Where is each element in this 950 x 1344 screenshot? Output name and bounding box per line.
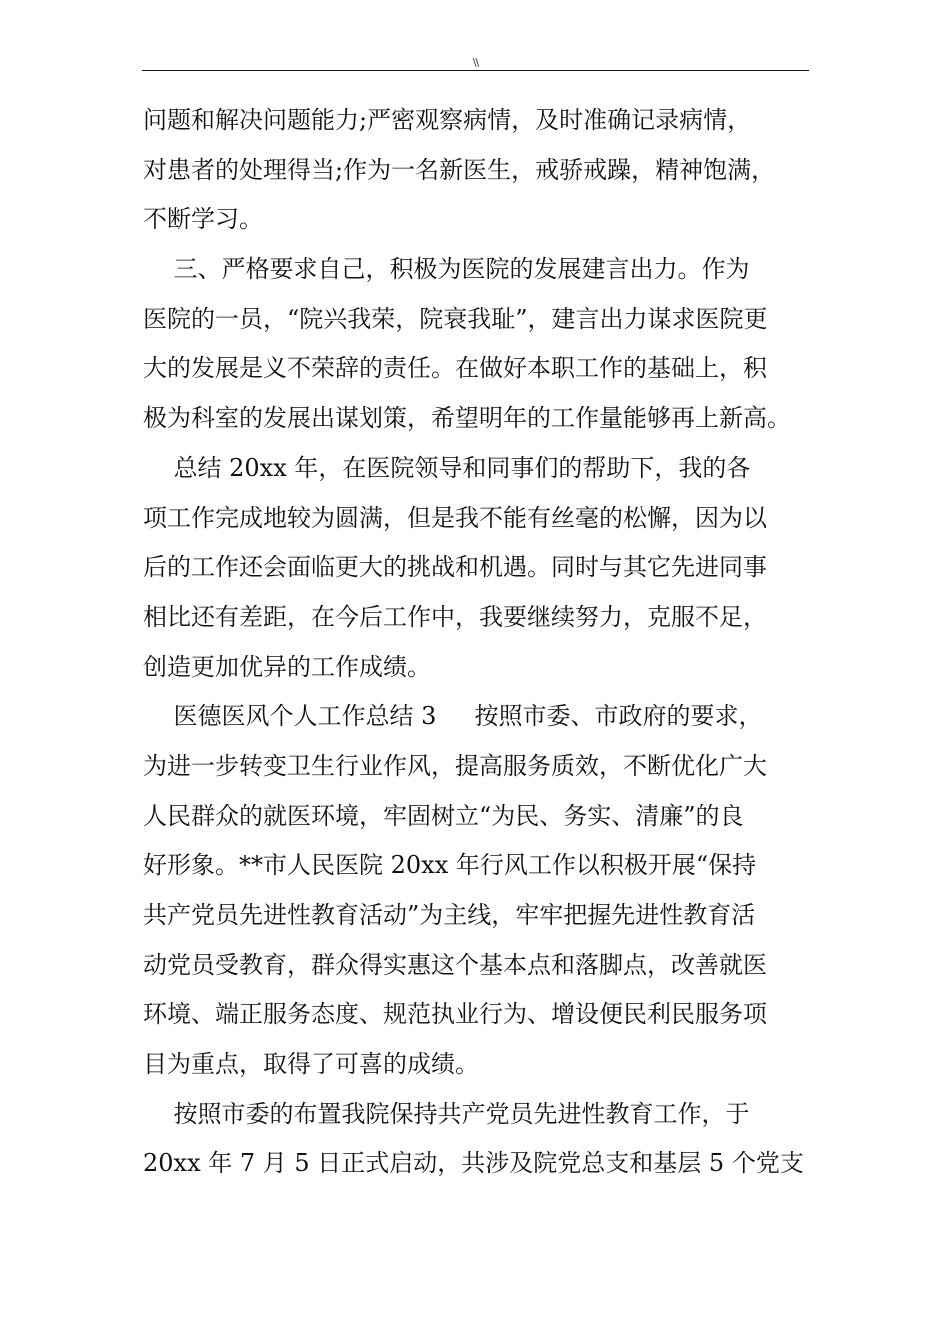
text-line: 项工作完成地较为圆满，但是我不能有丝毫的松懈，因为以: [143, 503, 767, 532]
document-body: [143, 96, 823, 1189]
text-line: 创造更加优异的工作成绩。: [143, 652, 431, 681]
text-line: 极为科室的发展出谋划策，希望明年的工作量能够再上新高。: [143, 404, 791, 433]
text-line: 医德医风个人工作总结 3 按照市委、市政府的要求，: [143, 702, 763, 731]
text-line: 按照市委的布置我院保持共产党员先进性教育工作，于: [143, 1099, 750, 1128]
text-line: 目为重点，取得了可喜的成绩。: [143, 1050, 479, 1079]
text-line: 不断学习。: [143, 205, 263, 234]
text-line: 大的发展是义不荣辞的责任。在做好本职工作的基础上，积: [143, 354, 767, 383]
text-line: 动党员受教育，群众得实惠这个基本点和落脚点，改善就医: [143, 950, 767, 979]
text-line: 对患者的处理得当;作为一名新医生，戒骄戒躁，精神饱满，: [143, 155, 776, 184]
text-line: 20xx 年 7 月 5 日正式启动，共涉及院党总支和基层 5 个党支: [143, 1149, 804, 1178]
text-line: 好形象。**市人民医院 20xx 年行风工作以积极开展“保持: [143, 851, 757, 880]
text-line: 人民群众的就医环境，牢固树立“为民、务实、清廉”的良: [143, 801, 744, 830]
text-line: 总结 20xx 年，在医院领导和同事们的帮助下，我的各: [143, 453, 751, 482]
text-line: 后的工作还会面临更大的挑战和机遇。同时与其它先进同事: [143, 553, 767, 582]
header-rule: [142, 70, 809, 71]
text-line: 环境、端正服务态度、规范执业行为、增设便民利民服务项: [143, 1000, 767, 1029]
text-line: 为进一步转变卫生行业作风，提高服务质效，不断优化广大: [143, 751, 767, 780]
text-line: 医院的一员，“院兴我荣，院衰我耻”，建言出力谋求医院更: [143, 304, 768, 333]
page-header: [142, 56, 809, 74]
header-mark: \\: [472, 56, 479, 69]
text-line: 相比还有差距，在今后工作中，我要继续努力，克服不足，: [143, 602, 767, 631]
text-line: 共产党员先进性教育活动”为主线，牢牢把握先进性教育活: [143, 901, 756, 929]
text-line: 问题和解决问题能力;严密观察病情，及时准确记录病情，: [143, 106, 752, 134]
text-line: 三、严格要求自己，积极为医院的发展建言出力。作为: [143, 255, 750, 284]
